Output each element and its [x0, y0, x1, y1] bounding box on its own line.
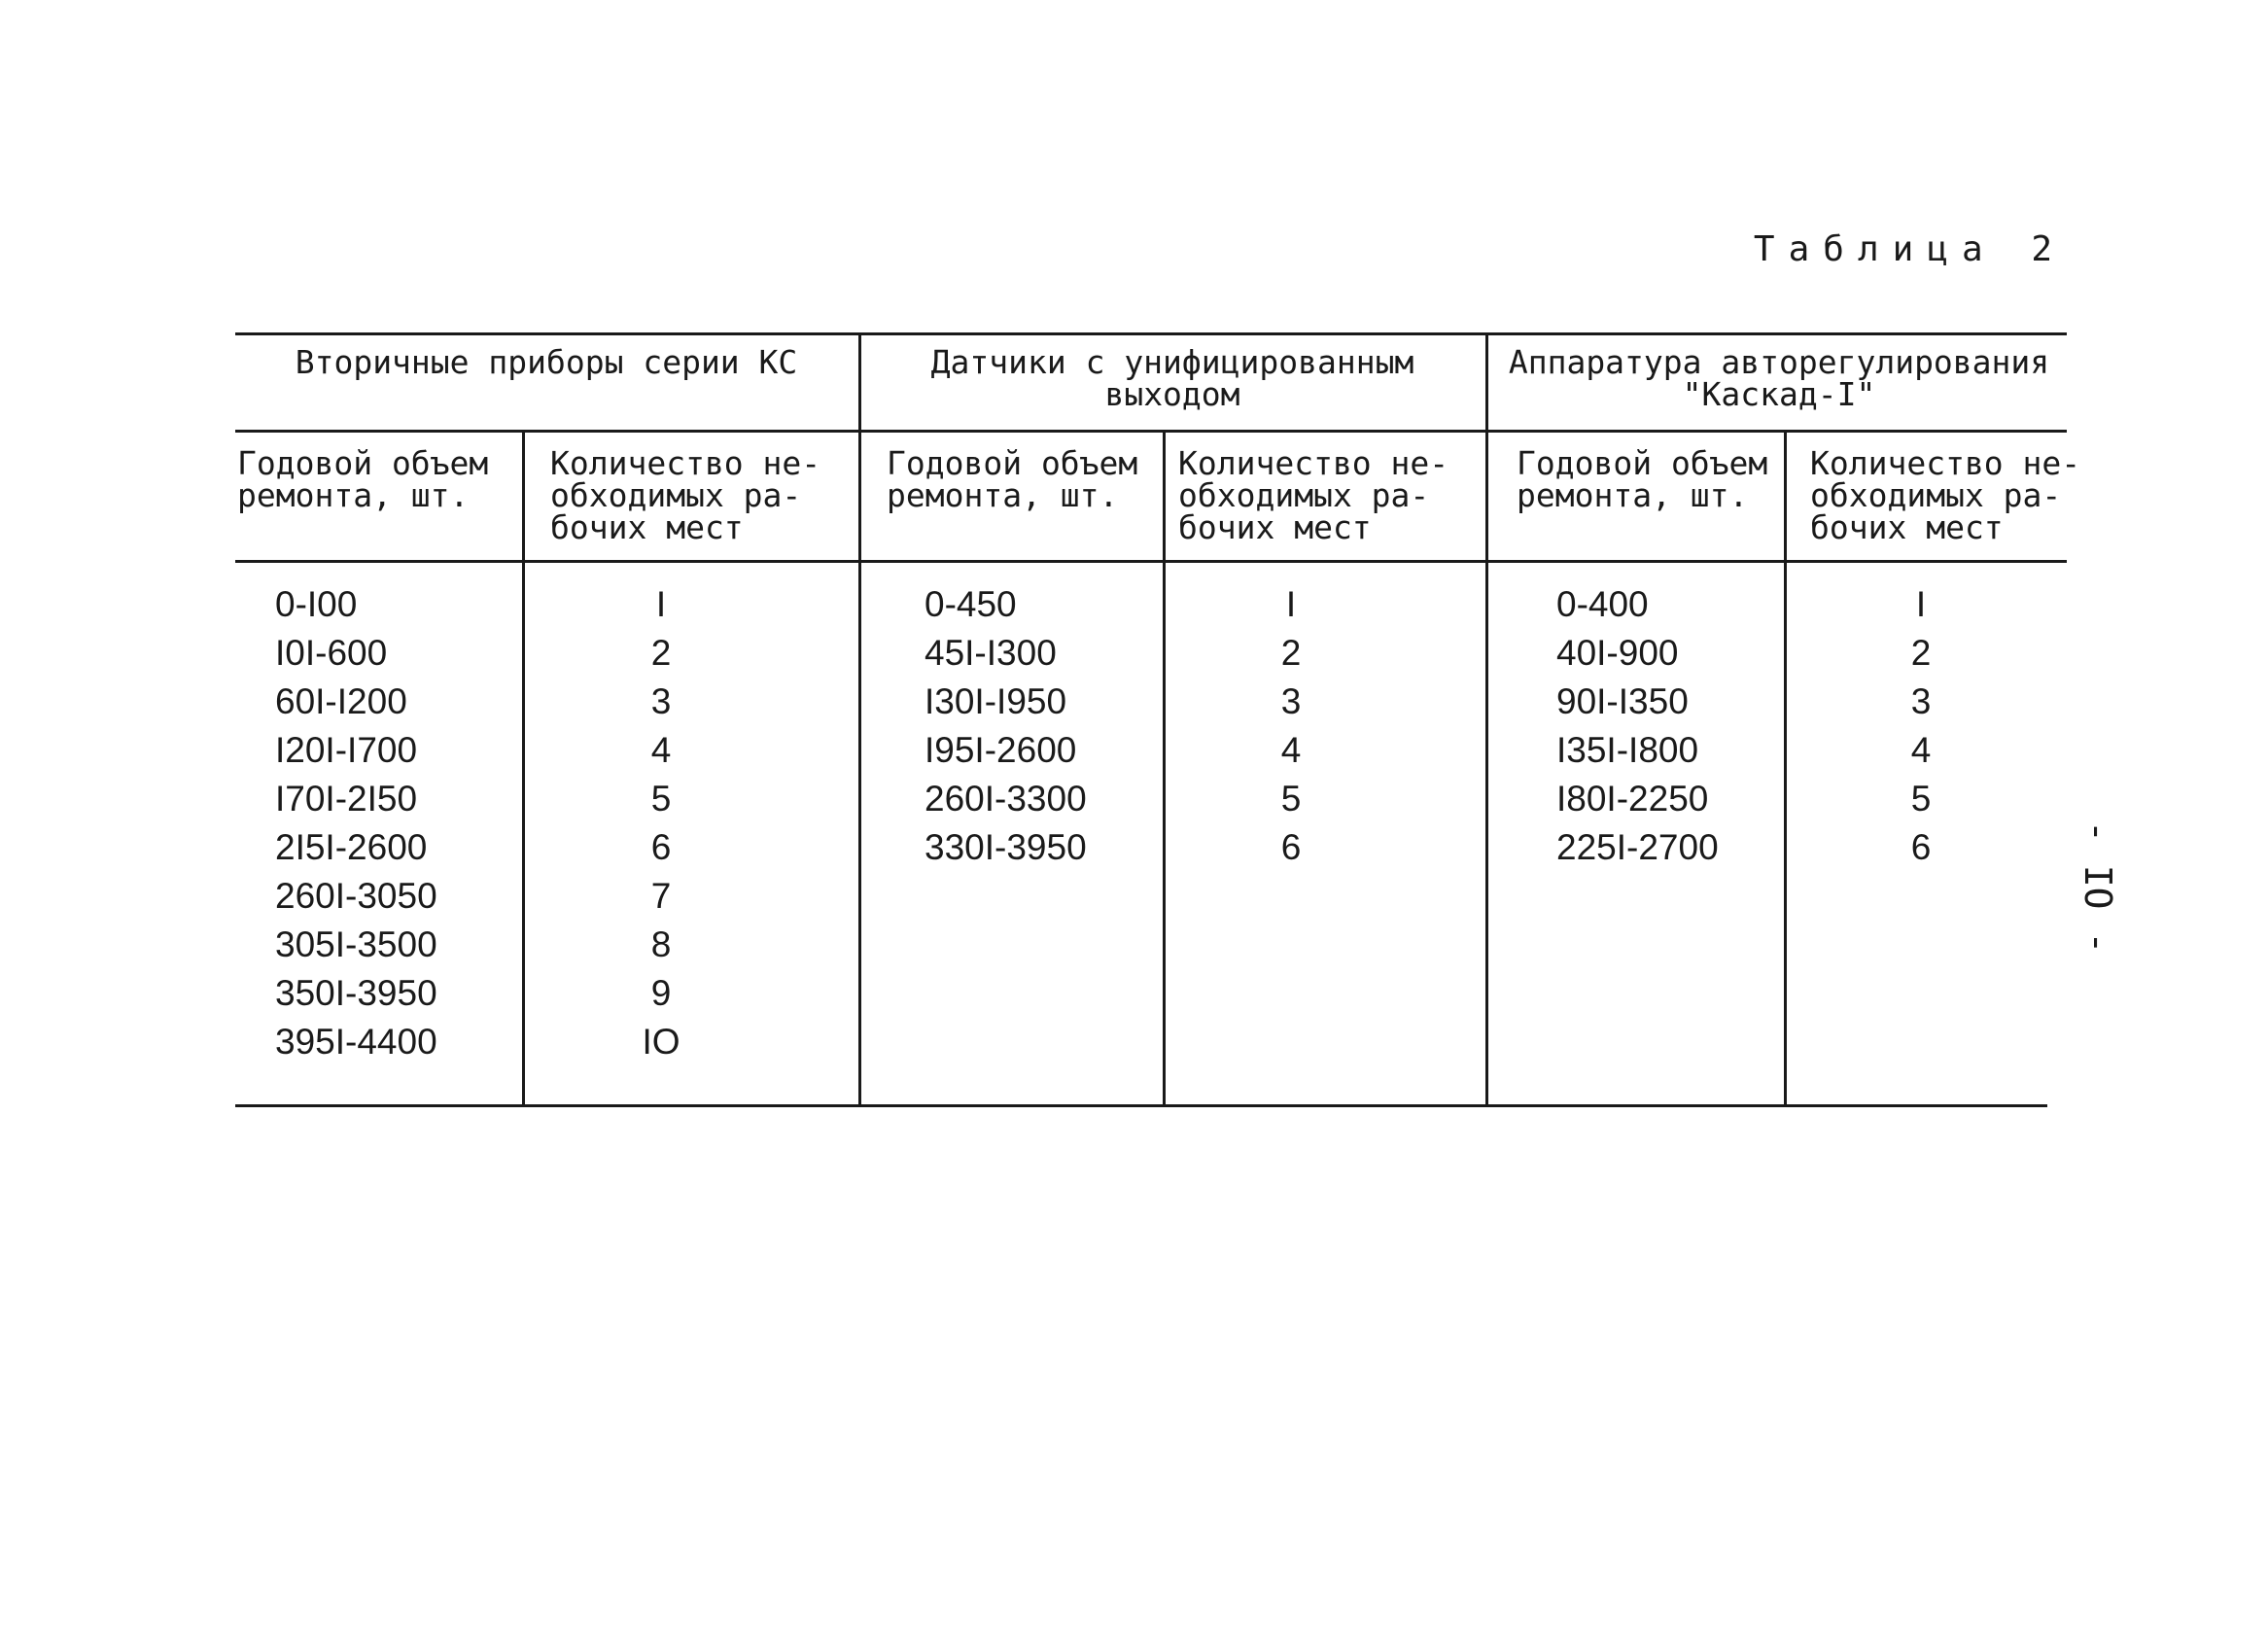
volume-cell: 90I-I350: [1556, 681, 1689, 721]
column-header-rule: [235, 560, 2067, 563]
volume-cell: 260I-3050: [275, 876, 437, 916]
places-cell: 4: [1910, 730, 1932, 770]
places-cell: 3: [1910, 681, 1932, 721]
page-number: - IO -: [2076, 820, 2119, 955]
group-header-kaskad: Аппаратура авторегулирования "Каскад-I": [1508, 343, 2050, 413]
column-divider-2: [1163, 430, 1166, 1106]
column-header-volume: Годовой объем ремонта, шт.: [887, 444, 1138, 514]
volume-cell: 225I-2700: [1556, 827, 1719, 867]
group-divider-1: [858, 332, 861, 1106]
column-divider-3: [1784, 430, 1787, 1106]
group-divider-2: [1485, 332, 1488, 1106]
volume-cell: I30I-I950: [925, 681, 1067, 721]
places-cell: 6: [1280, 827, 1302, 867]
places-cell: 2: [650, 633, 672, 673]
group-header-ks: Вторичные приборы серии КС: [295, 343, 798, 381]
volume-cell: I35I-I800: [1556, 730, 1699, 770]
places-cell: I: [655, 584, 667, 624]
places-cell: 9: [650, 973, 672, 1013]
places-cell: 4: [650, 730, 672, 770]
places-cell: 5: [1280, 779, 1302, 819]
volume-cell: I95I-2600: [925, 730, 1077, 770]
table-bottom-rule: [235, 1104, 2047, 1107]
volume-cell: I70I-2I50: [275, 779, 418, 819]
group-header-sensors: Датчики с унифицированным выходом: [930, 343, 1414, 413]
places-cell: 7: [650, 876, 672, 916]
volume-cell: I20I-I700: [275, 730, 418, 770]
places-cell: I: [1915, 584, 1927, 624]
volume-cell: 350I-3950: [275, 973, 437, 1013]
volume-cell: 260I-3300: [925, 779, 1087, 819]
column-header-places: Количество не- обходимых ра- бочих мест: [1810, 444, 2081, 546]
places-cell: 6: [1910, 827, 1932, 867]
places-cell: 3: [1280, 681, 1302, 721]
volume-cell: 60I-I200: [275, 681, 407, 721]
volume-cell: 305I-3500: [275, 924, 437, 964]
volume-cell: 330I-3950: [925, 827, 1087, 867]
volume-cell: I0I-600: [275, 633, 388, 673]
column-header-volume: Годовой объем ремонта, шт.: [237, 444, 489, 514]
places-cell: 5: [650, 779, 672, 819]
table-top-rule: [235, 332, 2067, 335]
volume-cell: 45I-I300: [925, 633, 1057, 673]
places-cell: IO: [642, 1022, 680, 1062]
volume-cell: 0-400: [1556, 584, 1649, 624]
volume-cell: 2I5I-2600: [275, 827, 428, 867]
column-header-places: Количество не- обходимых ра- бочих мест: [550, 444, 821, 546]
places-cell: 6: [650, 827, 672, 867]
column-divider-1: [522, 430, 525, 1106]
places-cell: 4: [1280, 730, 1302, 770]
places-cell: I: [1285, 584, 1297, 624]
places-cell: 2: [1280, 633, 1302, 673]
volume-cell: I80I-2250: [1556, 779, 1709, 819]
volume-cell: 40I-900: [1556, 633, 1679, 673]
volume-cell: 395I-4400: [275, 1022, 437, 1062]
places-cell: 2: [1910, 633, 1932, 673]
volume-cell: 0-450: [925, 584, 1017, 624]
group-header-rule: [235, 430, 2067, 433]
column-header-volume: Годовой объем ремонта, шт.: [1517, 444, 1768, 514]
volume-cell: 0-I00: [275, 584, 358, 624]
places-cell: 3: [650, 681, 672, 721]
column-header-places: Количество не- обходимых ра- бочих мест: [1178, 444, 1449, 546]
table-caption: Таблица 2: [1753, 229, 2066, 269]
places-cell: 5: [1910, 779, 1932, 819]
places-cell: 8: [650, 924, 672, 964]
